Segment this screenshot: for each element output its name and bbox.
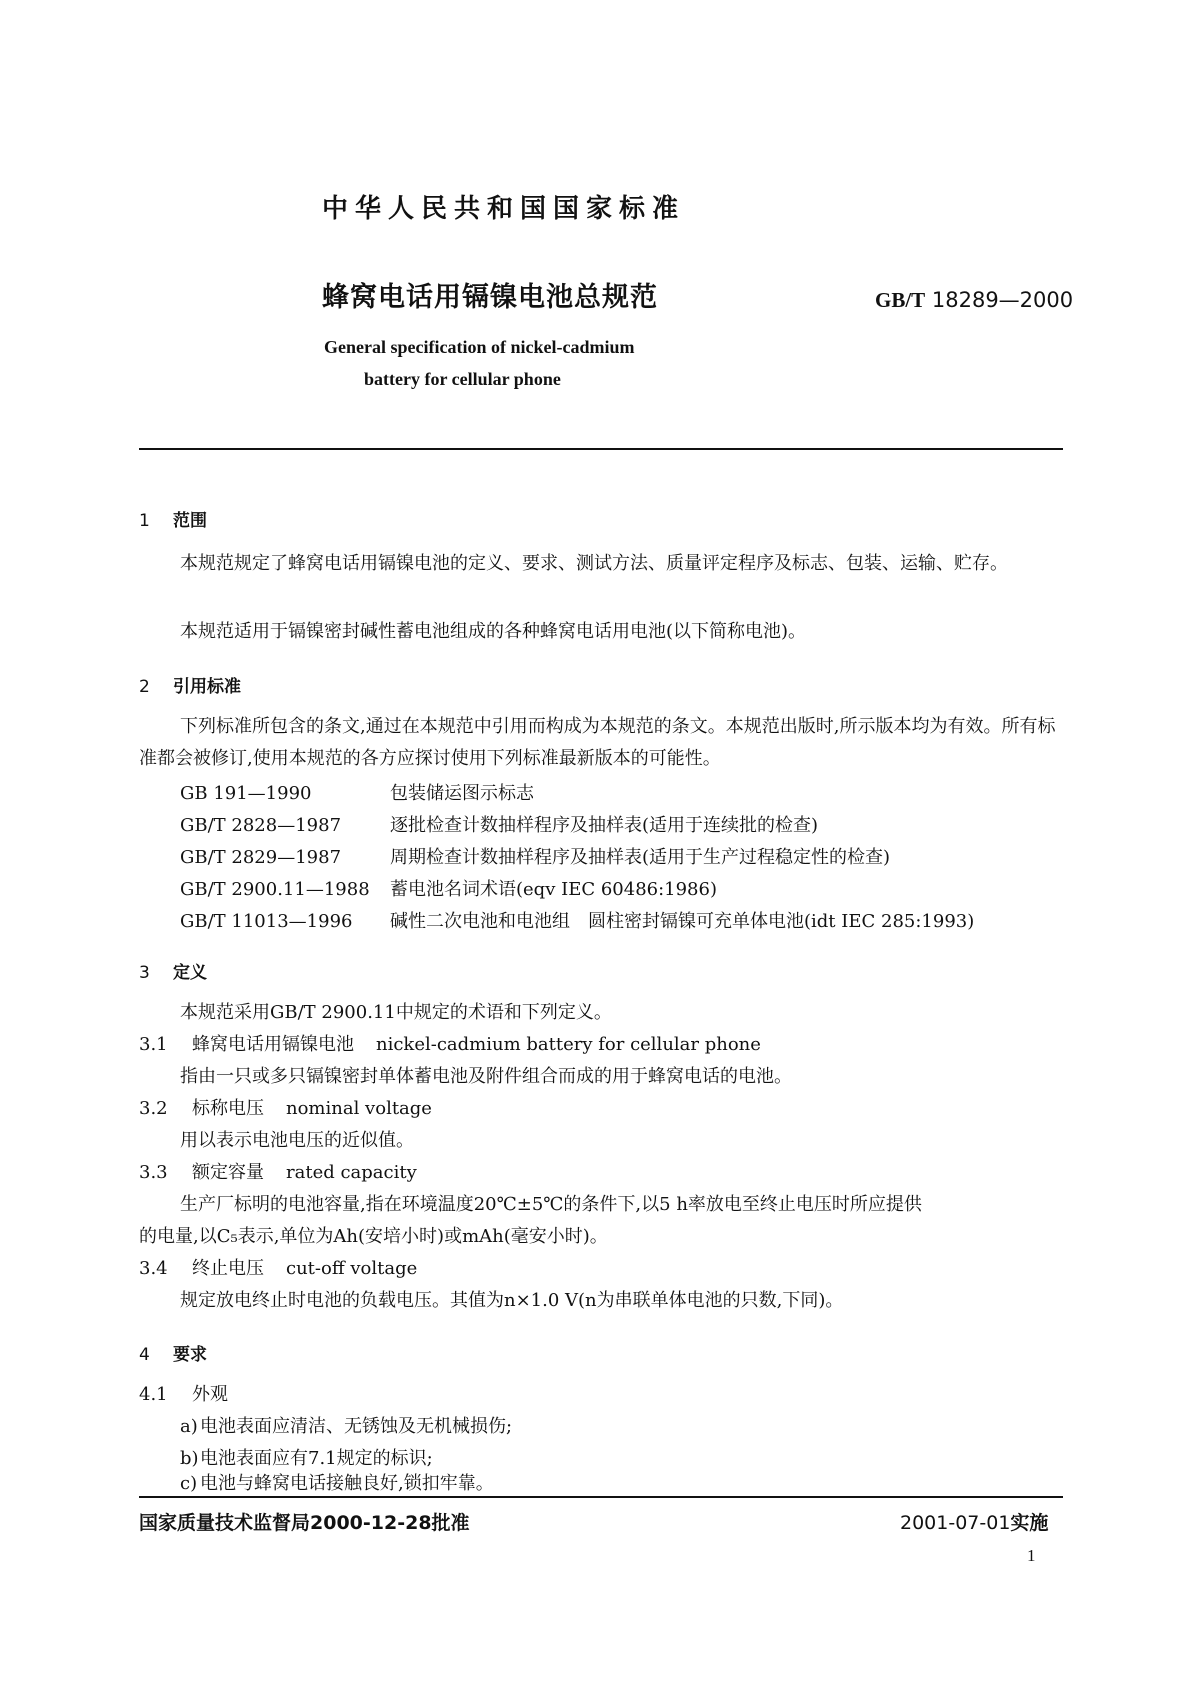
section-number: 2 [139, 677, 150, 697]
subsection-number: 4.1 [139, 1384, 168, 1405]
section-title: 定义 [173, 963, 207, 983]
section-3-heading [139, 958, 207, 983]
definition-term-en: nickel-cadmium battery for cellular phone [376, 1034, 761, 1055]
section-title: 要求 [173, 1345, 207, 1365]
reference-title: 包装储运图示标志 [390, 783, 534, 804]
section-2-para-1: 下列标准所包含的条文,通过在本规范中引用而构成为本规范的条文。本规范出版时,所示版本均为有效。所有标准都会被修订,使用本规范的各方应探讨使用下列标准最新版本的可能性。 [139, 716, 1056, 769]
subsection-title: 外观 [192, 1384, 228, 1405]
section-2-heading [139, 672, 241, 697]
subsection-heading [139, 1380, 228, 1406]
definition-term: 终止电压 [192, 1258, 264, 1279]
section-1-heading [139, 506, 207, 531]
list-marker: c) [180, 1473, 198, 1494]
footer-divider [139, 1496, 1063, 1498]
section-4-heading [139, 1340, 207, 1365]
definition-term: 标称电压 [192, 1098, 264, 1119]
document-title-cn: 蜂窝电话用镉镍电池总规范 [322, 282, 658, 313]
section-3-intro: 本规范采用GB/T 2900.11中规定的术语和下列定义。 [180, 1002, 612, 1023]
reference-title: 碱性二次电池和电池组 圆柱密封镉镍可充单体电池(idt IEC 285:1993) [390, 911, 975, 932]
reference-code: GB/T 2828—1987 [180, 815, 342, 836]
definition-heading [139, 1030, 761, 1056]
reference-code: GB/T 11013—1996 [180, 911, 353, 932]
standard-code-number: 18289—2000 [931, 288, 1074, 312]
reference-code: GB/T 2900.11—1988 [180, 879, 370, 900]
reference-title: 周期检查计数抽样程序及抽样表(适用于生产过程稳定性的检查) [390, 847, 891, 868]
reference-item [180, 811, 818, 837]
definition-term: 额定容量 [192, 1162, 264, 1183]
document-title-en-line2: battery for cellular phone [364, 369, 561, 389]
effective-label: 实施 [1010, 1512, 1049, 1534]
definition-description: 用以表示电池电压的近似值。 [180, 1130, 414, 1151]
section-number: 1 [139, 511, 150, 531]
national-standard-heading: 中华人民共和国国家标准 [322, 194, 686, 224]
list-text: 电池与蜂窝电话接触良好,锁扣牢靠。 [200, 1473, 494, 1494]
reference-code: GB/T 2829—1987 [180, 847, 342, 868]
list-text: 电池表面应清洁、无锈蚀及无机械损伤; [200, 1416, 513, 1437]
list-marker: a) [180, 1416, 198, 1437]
list-marker: b) [180, 1448, 199, 1469]
definition-heading [139, 1158, 417, 1184]
definition-heading [139, 1254, 417, 1280]
section-title: 范围 [173, 511, 207, 531]
reference-item [180, 843, 890, 869]
list-text: 电池表面应有7.1规定的标识; [200, 1448, 433, 1469]
page-number: 1 [1027, 1546, 1036, 1565]
header-divider [139, 448, 1063, 450]
definition-description: 指由一只或多只镉镍密封单体蓄电池及附件组合而成的用于蜂窝电话的电池。 [180, 1066, 792, 1087]
definition-description-cont: 的电量,以C₅表示,单位为Ah(安培小时)或mAh(毫安小时)。 [139, 1226, 608, 1247]
reference-title: 逐批检查计数抽样程序及抽样表(适用于连续批的检查) [390, 815, 819, 836]
standard-code-prefix: GB/T [875, 288, 926, 312]
definition-number: 3.3 [139, 1162, 168, 1183]
approval-statement: 国家质量技术监督局2000-12-28批准 [139, 1512, 470, 1534]
section-1-para-2: 本规范适用于镉镍密封碱性蓄电池组成的各种蜂窝电话用电池(以下简称电池)。 [180, 621, 807, 642]
section-number: 4 [139, 1345, 150, 1365]
effective-date-value: 2001-07-01 [900, 1512, 1011, 1534]
definition-term: 蜂窝电话用镉镍电池 [192, 1034, 354, 1055]
reference-code: GB 191—1990 [180, 783, 312, 804]
effective-date [900, 1508, 1048, 1535]
section-1-para-1: 本规范规定了蜂窝电话用镉镍电池的定义、要求、测试方法、质量评定程序及标志、包装、运输、贮存。 [180, 553, 1008, 574]
definition-description: 规定放电终止时电池的负载电压。其值为n×1.0 V(n为串联单体电池的只数,下同)。 [180, 1290, 844, 1311]
definition-term-en: rated capacity [286, 1162, 417, 1183]
section-title: 引用标准 [173, 677, 241, 697]
standard-code [875, 288, 1073, 313]
document-title-en-line1: General specification of nickel-cadmium [324, 337, 635, 357]
definition-heading [139, 1094, 432, 1120]
list-item [180, 1469, 494, 1495]
list-item [180, 1412, 512, 1438]
definition-description: 生产厂标明的电池容量,指在环境温度20℃±5℃的条件下,以5 h率放电至终止电压时所应提供 [180, 1194, 922, 1215]
list-item [180, 1444, 433, 1470]
definition-term-en: nominal voltage [286, 1098, 432, 1119]
definition-number: 3.2 [139, 1098, 168, 1119]
reference-title: 蓄电池名词术语(eqv IEC 60486:1986) [390, 879, 717, 900]
reference-item [180, 875, 717, 901]
reference-item [180, 779, 534, 805]
reference-item [180, 907, 974, 933]
definition-number: 3.4 [139, 1258, 168, 1279]
definition-number: 3.1 [139, 1034, 168, 1055]
definition-term-en: cut-off voltage [286, 1258, 418, 1279]
section-number: 3 [139, 963, 150, 983]
